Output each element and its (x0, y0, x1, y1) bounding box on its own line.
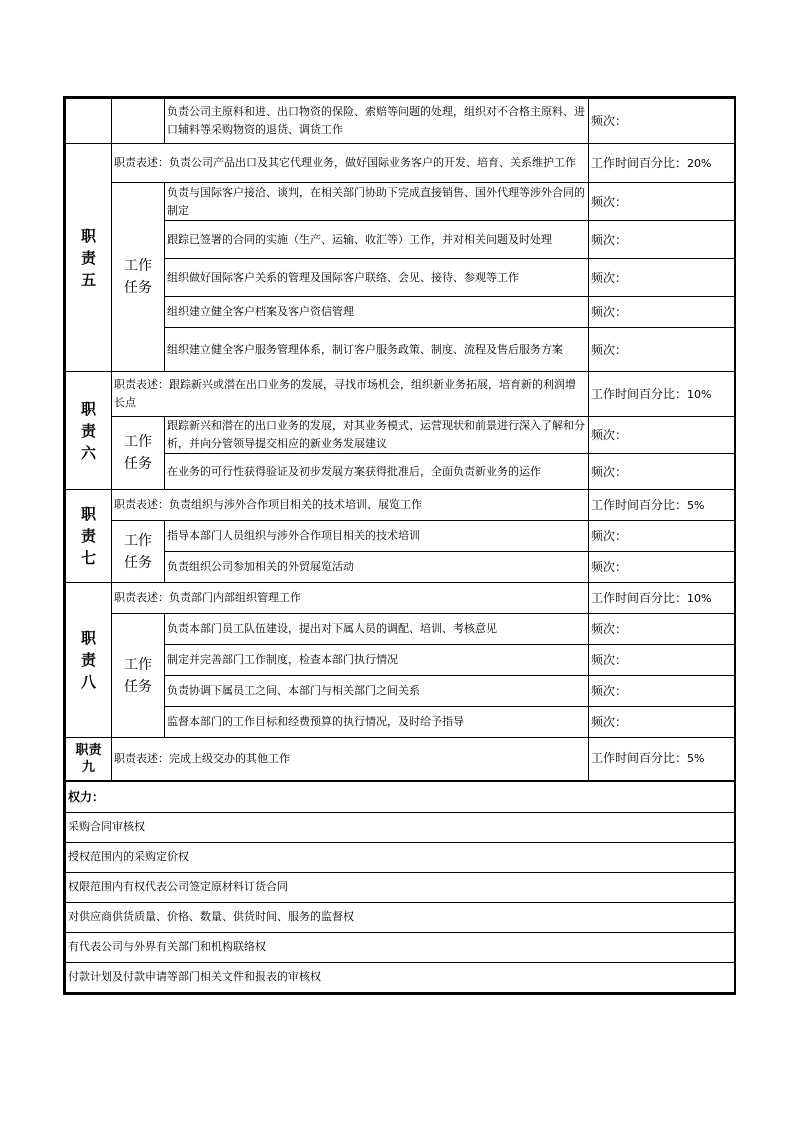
duty5-heading (66, 144, 112, 372)
duty9-percent-value: 5% (687, 752, 705, 766)
duty8-task-row (66, 676, 735, 707)
power-item-row (66, 902, 735, 932)
duty6-work-task-label (112, 417, 165, 490)
duty5-work-task-label (112, 183, 165, 372)
duty7-freq-2: 频次： (589, 552, 735, 583)
power-item-1: 采购合同审核权 (66, 812, 735, 842)
duty5-task-row (66, 328, 735, 372)
duty5-work-task-text: 工作任务 (123, 258, 152, 296)
duty9-row (66, 738, 735, 781)
duty7-desc-row (66, 490, 735, 521)
duty4-work-task-cell (112, 99, 165, 144)
power-item-2: 授权范围内的采购定价权 (66, 842, 735, 872)
duty8-freq-1: 频次： (589, 614, 735, 645)
duty6-percent (589, 372, 735, 417)
duty9-heading-text: 职责九 (75, 742, 102, 775)
duty7-task-1: 指导本部门人员组织与涉外合作项目相关的技术培训 (165, 521, 589, 552)
duty8-percent-value: 10% (687, 591, 712, 605)
power-item-row (66, 932, 735, 962)
duty8-task-4: 监督本部门的工作目标和经费预算的执行情况，及时给予指导 (165, 707, 589, 738)
duty7-task-2: 负责组织公司参加相关的外贸展览活动 (165, 552, 589, 583)
duty8-description: 职责表述：负责部门内部组织管理工作 (112, 583, 589, 614)
duty5-percent (589, 144, 735, 183)
duty8-percent (589, 583, 735, 614)
duty5-task-row (66, 183, 735, 221)
duty4-freq: 频次： (589, 99, 735, 144)
duty4-tail-row (66, 99, 735, 144)
duty4-heading-cell (66, 99, 112, 144)
power-item-4: 对供应商供货质量、价格、数量、供货时间、服务的监督权 (66, 902, 735, 932)
duty8-task-row (66, 707, 735, 738)
duty6-freq-1: 频次： (589, 417, 735, 454)
duty6-task-row (66, 454, 735, 490)
duty7-work-task-label (112, 521, 165, 583)
powers-title: 权力： (66, 781, 735, 813)
power-item-row (66, 812, 735, 842)
duty6-percent-value: 10% (687, 387, 712, 401)
duty7-task-row (66, 552, 735, 583)
duty5-task-5: 组织建立健全客户服务管理体系，制订客户服务政策、制度、流程及售后服务方案 (165, 328, 589, 372)
duty5-freq-5: 频次： (589, 328, 735, 372)
duty8-freq-3: 频次： (589, 676, 735, 707)
duty6-work-task-text: 工作任务 (123, 434, 152, 472)
power-item-3: 权限范围内有权代表公司签定原材料订货合同 (66, 872, 735, 902)
duty9-description: 职责表述：完成上级交办的其他工作 (112, 738, 589, 781)
duty9-heading (66, 738, 112, 781)
duty5-freq-3: 频次： (589, 259, 735, 297)
power-item-row (66, 842, 735, 872)
duty5-percent-label: 工作时间百分比： (591, 155, 688, 170)
duty4-task: 负责公司主原料和进、出口物资的保险、索赔等问题的处理，组织对不合格主原料、进口辅料等采购物资的退货、调货工作 (165, 99, 589, 144)
duty7-heading-text: 职责七 (80, 505, 96, 567)
duty5-task-row (66, 297, 735, 328)
duty7-percent-value: 5% (687, 498, 705, 512)
duty7-description: 职责表述：负责组织与涉外合作项目相关的技术培训、展览工作 (112, 490, 589, 521)
duty5-task-3: 组织做好国际客户关系的管理及国际客户联络、会见、接待、参观等工作 (165, 259, 589, 297)
duty5-description: 职责表述：负责公司产品出口及其它代理业务，做好国际业务客户的开发、培育、关系维护工作 (112, 144, 589, 183)
power-item-5: 有代表公司与外界有关部门和机构联络权 (66, 932, 735, 962)
duty7-heading (66, 490, 112, 583)
duty7-percent-label: 工作时间百分比： (591, 497, 688, 512)
duty5-freq-2: 频次： (589, 221, 735, 259)
duty-table-sheet (63, 96, 736, 995)
power-item-6: 付款计划及付款申请等部门相关文件和报表的审核权 (66, 962, 735, 992)
duty8-task-1: 负责本部门员工队伍建设，提出对下属人员的调配、培训、考核意见 (165, 614, 589, 645)
duty9-percent (589, 738, 735, 781)
duty5-freq-4: 频次： (589, 297, 735, 328)
duty8-task-2: 制定并完善部门工作制度，检查本部门执行情况 (165, 645, 589, 676)
duty6-heading-text: 职责六 (80, 399, 96, 462)
duty8-task-row (66, 645, 735, 676)
duty7-task-row (66, 521, 735, 552)
duty6-percent-label: 工作时间百分比： (591, 386, 688, 401)
duty5-task-1: 负责与国际客户接洽、谈判，在相关部门协助下完成直接销售、国外代理等涉外合同的制定 (165, 183, 589, 221)
duty5-task-4: 组织建立健全客户档案及客户资信管理 (165, 297, 589, 328)
duty8-freq-4: 频次： (589, 707, 735, 738)
duty7-work-task-text: 工作任务 (123, 532, 152, 571)
duty8-work-task-text: 工作任务 (123, 656, 152, 695)
duty9-percent-label: 工作时间百分比： (591, 751, 688, 766)
duty6-description: 职责表述：跟踪新兴或潜在出口业务的发展，寻找市场机会，组织新业务拓展，培育新的利润增长点 (112, 372, 589, 417)
duty6-desc-row (66, 372, 735, 417)
duty7-percent (589, 490, 735, 521)
duty6-freq-2: 频次： (589, 454, 735, 490)
duty6-task-row (66, 417, 735, 454)
duty6-heading (66, 372, 112, 490)
duty5-task-2: 跟踪已签署的合同的实施（生产、运输、收汇等）工作，并对相关问题及时处理 (165, 221, 589, 259)
duty5-freq-1: 频次： (589, 183, 735, 221)
duty5-task-row (66, 259, 735, 297)
powers-title-row (66, 781, 735, 813)
duty6-task-1: 跟踪新兴和潜在的出口业务的发展，对其业务模式、运营现状和前景进行深入了解和分析，并向分管领导提交相应的新业务发展建议 (165, 417, 589, 454)
duty5-heading-text: 职责五 (80, 226, 96, 289)
duty8-heading (66, 583, 112, 738)
duty8-task-row (66, 614, 735, 645)
duty7-freq-1: 频次： (589, 521, 735, 552)
duty5-percent-value: 20% (687, 156, 712, 170)
duty8-freq-2: 频次： (589, 645, 735, 676)
duty8-percent-label: 工作时间百分比： (591, 590, 688, 605)
duty-table (65, 98, 735, 993)
power-item-row (66, 872, 735, 902)
duty5-task-row (66, 221, 735, 259)
duty8-task-3: 负责协调下属员工之间、本部门与相关部门之间关系 (165, 676, 589, 707)
duty8-desc-row (66, 583, 735, 614)
duty6-task-2: 在业务的可行性获得验证及初步发展方案获得批准后，全面负责新业务的运作 (165, 454, 589, 490)
duty5-desc-row (66, 144, 735, 183)
power-item-row (66, 962, 735, 992)
duty8-work-task-label (112, 614, 165, 738)
duty8-heading-text: 职责八 (80, 629, 96, 691)
